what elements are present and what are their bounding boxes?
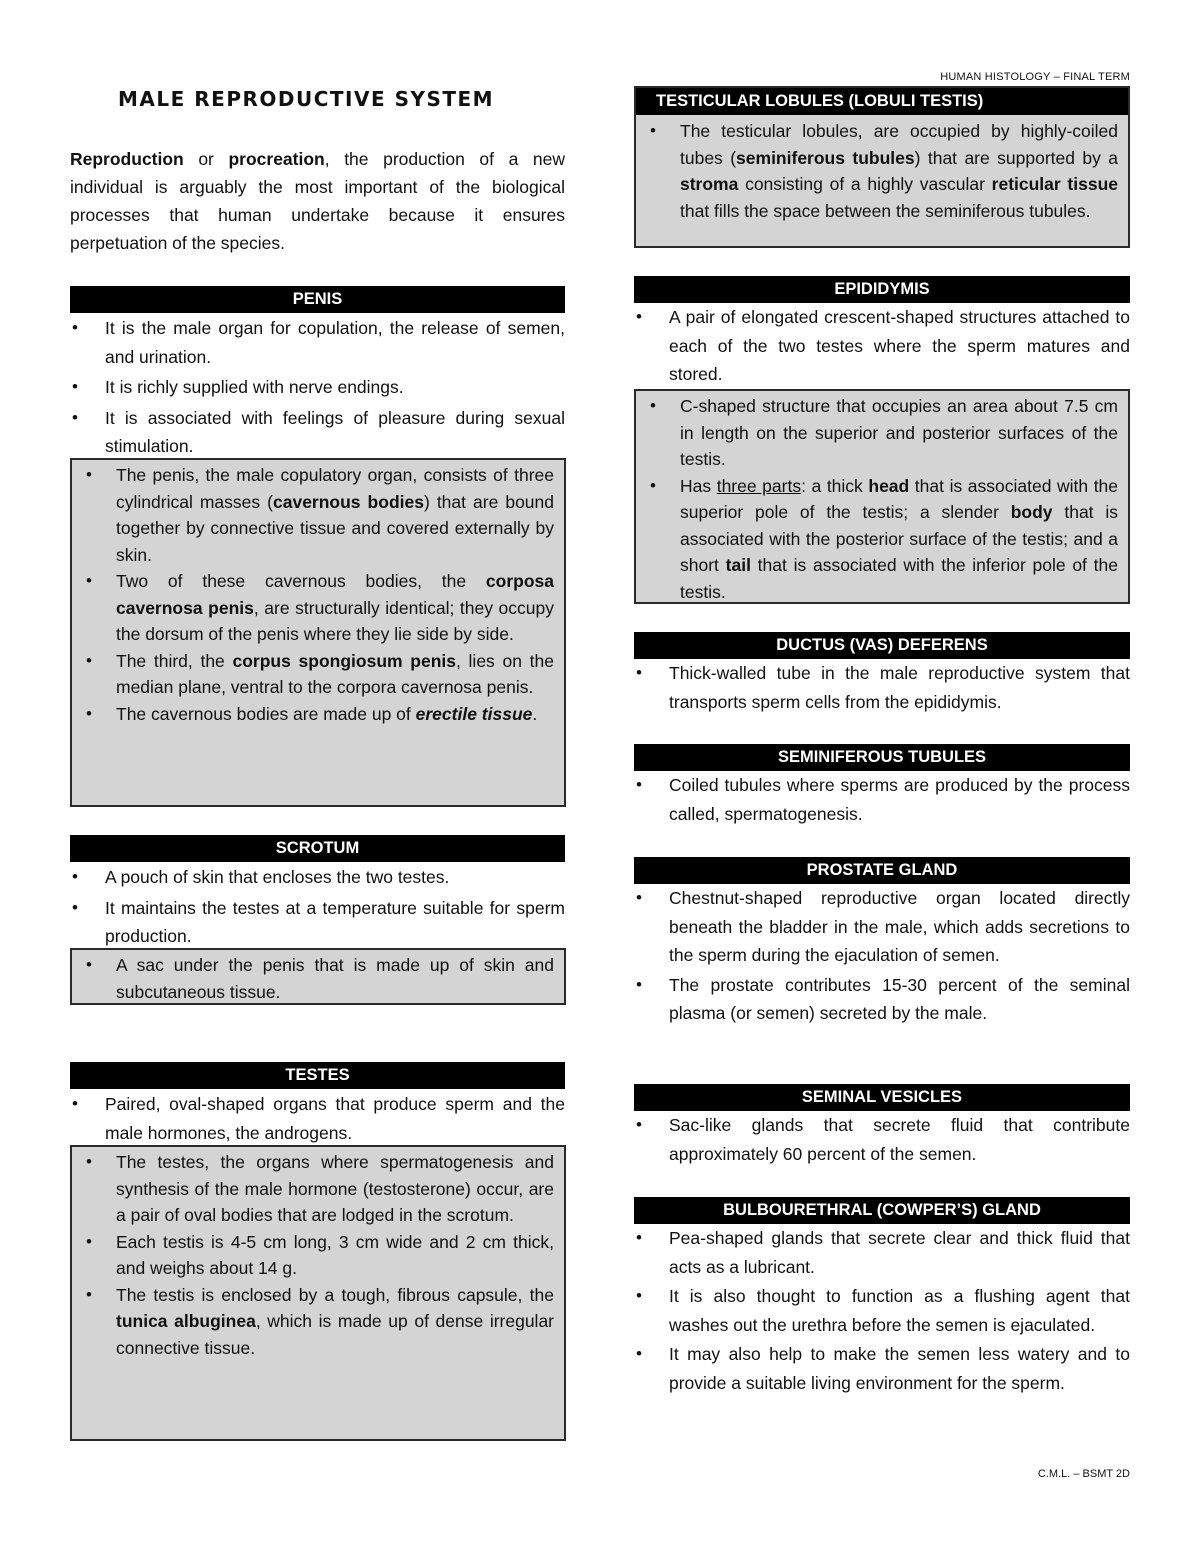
box-text: that is associated with the superior pole of the testis; a slender: [680, 475, 1119, 522]
list-item: • It is associated with feelings of pleasure during sexual stimulation.: [70, 404, 565, 461]
bulbourethral-heading: BULBOURETHRAL (COWPER’S) GLAND: [634, 1197, 1130, 1224]
box-term: seminiferous tubules: [736, 147, 915, 168]
box-text: : a thick: [801, 475, 869, 496]
epididymis-detail-box: [634, 389, 1130, 604]
list-item: • Paired, oval-shaped organs that produce sperm and the male hormones, the androgens.: [70, 1090, 565, 1147]
intro-paragraph: [70, 145, 565, 257]
intro-term-procreation: procreation: [228, 149, 325, 169]
list-item: • It is also thought to function as a flushing agent that washes out the urethra before the semen is ejaculated.: [634, 1282, 1130, 1339]
box-text: The cavernous bodies are made up of: [116, 703, 416, 724]
penis-list: [70, 314, 565, 461]
list-item: • A pair of elongated crescent-shaped structures attached to each of the two testes where the sperm matures and stored.: [634, 303, 1130, 389]
list-item: • A sac under the penis that is made up of skin and subcutaneous tissue.: [72, 952, 564, 1005]
box-text: .: [532, 703, 538, 724]
ductus-list: [634, 659, 1130, 716]
penis-heading: PENIS: [70, 286, 565, 313]
box-term: stroma: [680, 174, 739, 194]
list-item: [636, 118, 1128, 224]
box-term: cavernous bodies: [273, 491, 424, 512]
box-text: consisting of a highly vascular: [738, 174, 992, 194]
list-item: • Sac-like glands that secrete fluid that contribute approximately 60 percent of the semen.: [634, 1111, 1130, 1168]
penis-detail-box: [70, 458, 566, 807]
testes-list: [70, 1090, 565, 1147]
list-item: • It is the male organ for copulation, the release of semen, and urination.: [70, 314, 565, 371]
list-item: • Chestnut-shaped reproductive organ located directly beneath the bladder in the male, which adds secretions to the sperm during the ejaculation of semen.: [634, 884, 1130, 970]
ductus-heading: DUCTUS (VAS) DEFERENS: [634, 632, 1130, 659]
seminiferous-heading: SEMINIFEROUS TUBULES: [634, 744, 1130, 771]
list-item: [72, 568, 564, 648]
list-item: [72, 1282, 564, 1362]
list-item: • C-shaped structure that occupies an area about 7.5 cm in length on the superior and posterior surfaces of the testis.: [636, 393, 1128, 473]
box-term: tail: [725, 555, 751, 575]
prostate-heading: PROSTATE GLAND: [634, 857, 1130, 884]
author-footer: C.M.L. – BSMT 2D: [1037, 1468, 1130, 1480]
list-item: [72, 701, 564, 728]
box-text: that is associated with the posterior surface of the testis; and a short: [680, 502, 1118, 575]
list-item: [636, 473, 1128, 606]
epididymis-list: [634, 303, 1130, 389]
scrotum-list: [70, 863, 565, 951]
testes-heading: TESTES: [70, 1062, 565, 1089]
box-term: tunica albuginea: [116, 1311, 256, 1331]
box-text: ) that are supported by a: [914, 147, 1119, 168]
lobules-heading: TESTICULAR LOBULES (LOBULI TESTIS): [636, 88, 1128, 115]
list-item: • It is richly supplied with nerve endings.: [70, 373, 565, 402]
vesicles-heading: SEMINAL VESICLES: [634, 1084, 1130, 1111]
scrotum-detail-box: [70, 948, 566, 1005]
box-underline: three parts: [716, 475, 802, 496]
list-item: • Each testis is 4-5 cm long, 3 cm wide and 2 cm thick, and weighs about 14 g.: [72, 1229, 564, 1282]
box-term: reticular tissue: [991, 174, 1119, 194]
list-item: • Pea-shaped glands that secrete clear and thick fluid that acts as a lubricant.: [634, 1224, 1130, 1281]
box-text: , which is made up of dense irregular connective tissue.: [116, 1311, 555, 1358]
list-item: • It maintains the testes at a temperature suitable for sperm production.: [70, 894, 565, 951]
box-term: corposa cavernosa penis: [116, 571, 554, 618]
list-item: • Coiled tubules where sperms are produced by the process called, spermatogenesis.: [634, 771, 1130, 828]
box-text: The testis is enclosed by a tough, fibrous capsule, the: [116, 1284, 554, 1305]
box-text: that is associated with the inferior pole of the testis.: [680, 555, 1118, 602]
intro-term-reproduction: Reproduction: [70, 149, 184, 169]
box-text: The testicular lobules, are occupied by highly-coiled tubes (: [680, 121, 1118, 168]
box-text: , are structurally identical; they occupy the dorsum of the penis where they lie side by side.: [116, 597, 554, 644]
box-text: , lies on the median plane, ventral to the corpora cavernosa penis.: [116, 650, 554, 697]
box-text: that fills the space between the seminiferous tubules.: [680, 200, 1091, 221]
box-text: Has: [680, 475, 717, 496]
box-term: [416, 704, 533, 724]
list-item: • It may also help to make the semen less watery and to provide a suitable living environment for the sperm.: [634, 1340, 1130, 1397]
box-term: body: [1010, 502, 1053, 522]
list-item: • Thick-walled tube in the male reproductive system that transports sperm cells from the epididymis.: [634, 659, 1130, 716]
lobules-box: [634, 86, 1130, 248]
prostate-list: [634, 884, 1130, 1028]
testes-detail-box: [70, 1145, 566, 1441]
course-header: HUMAN HISTOLOGY – FINAL TERM: [940, 71, 1130, 83]
box-text: The penis, the male copulatory organ, consists of three cylindrical masses (: [116, 465, 554, 512]
intro-text: , the production of a new individual is arguably the most important of the biological processes that human undertake because it ensures perpetuation of the species.: [70, 149, 565, 253]
list-item: • A pouch of skin that encloses the two testes.: [70, 863, 565, 892]
list-item: • The prostate contributes 15-30 percent of the seminal plasma (or semen) secreted by the male.: [634, 971, 1130, 1028]
scrotum-heading: SCROTUM: [70, 835, 565, 862]
list-item: • The testes, the organs where spermatogenesis and synthesis of the male hormone (testosterone) occur, are a pair of oval bodies that are lodged in the scrotum.: [72, 1149, 564, 1229]
box-text: ) that are bound together by connective tissue and covered externally by skin.: [116, 491, 554, 565]
box-term: head: [868, 475, 910, 496]
box-term-italic: erectile tissue: [415, 703, 533, 724]
box-text: Two of these cavernous bodies, the: [116, 571, 486, 591]
seminiferous-list: [634, 771, 1130, 828]
box-term: corpus spongiosum penis: [232, 650, 456, 671]
epididymis-heading: EPIDIDYMIS: [634, 276, 1130, 303]
page-title: MALE REPRODUCTIVE SYSTEM: [118, 87, 495, 111]
intro-text-or: or: [183, 149, 229, 169]
box-text: The third, the: [116, 650, 233, 671]
bulbourethral-list: [634, 1224, 1130, 1397]
list-item: [72, 648, 564, 701]
vesicles-list: [634, 1111, 1130, 1168]
list-item: [72, 462, 564, 568]
